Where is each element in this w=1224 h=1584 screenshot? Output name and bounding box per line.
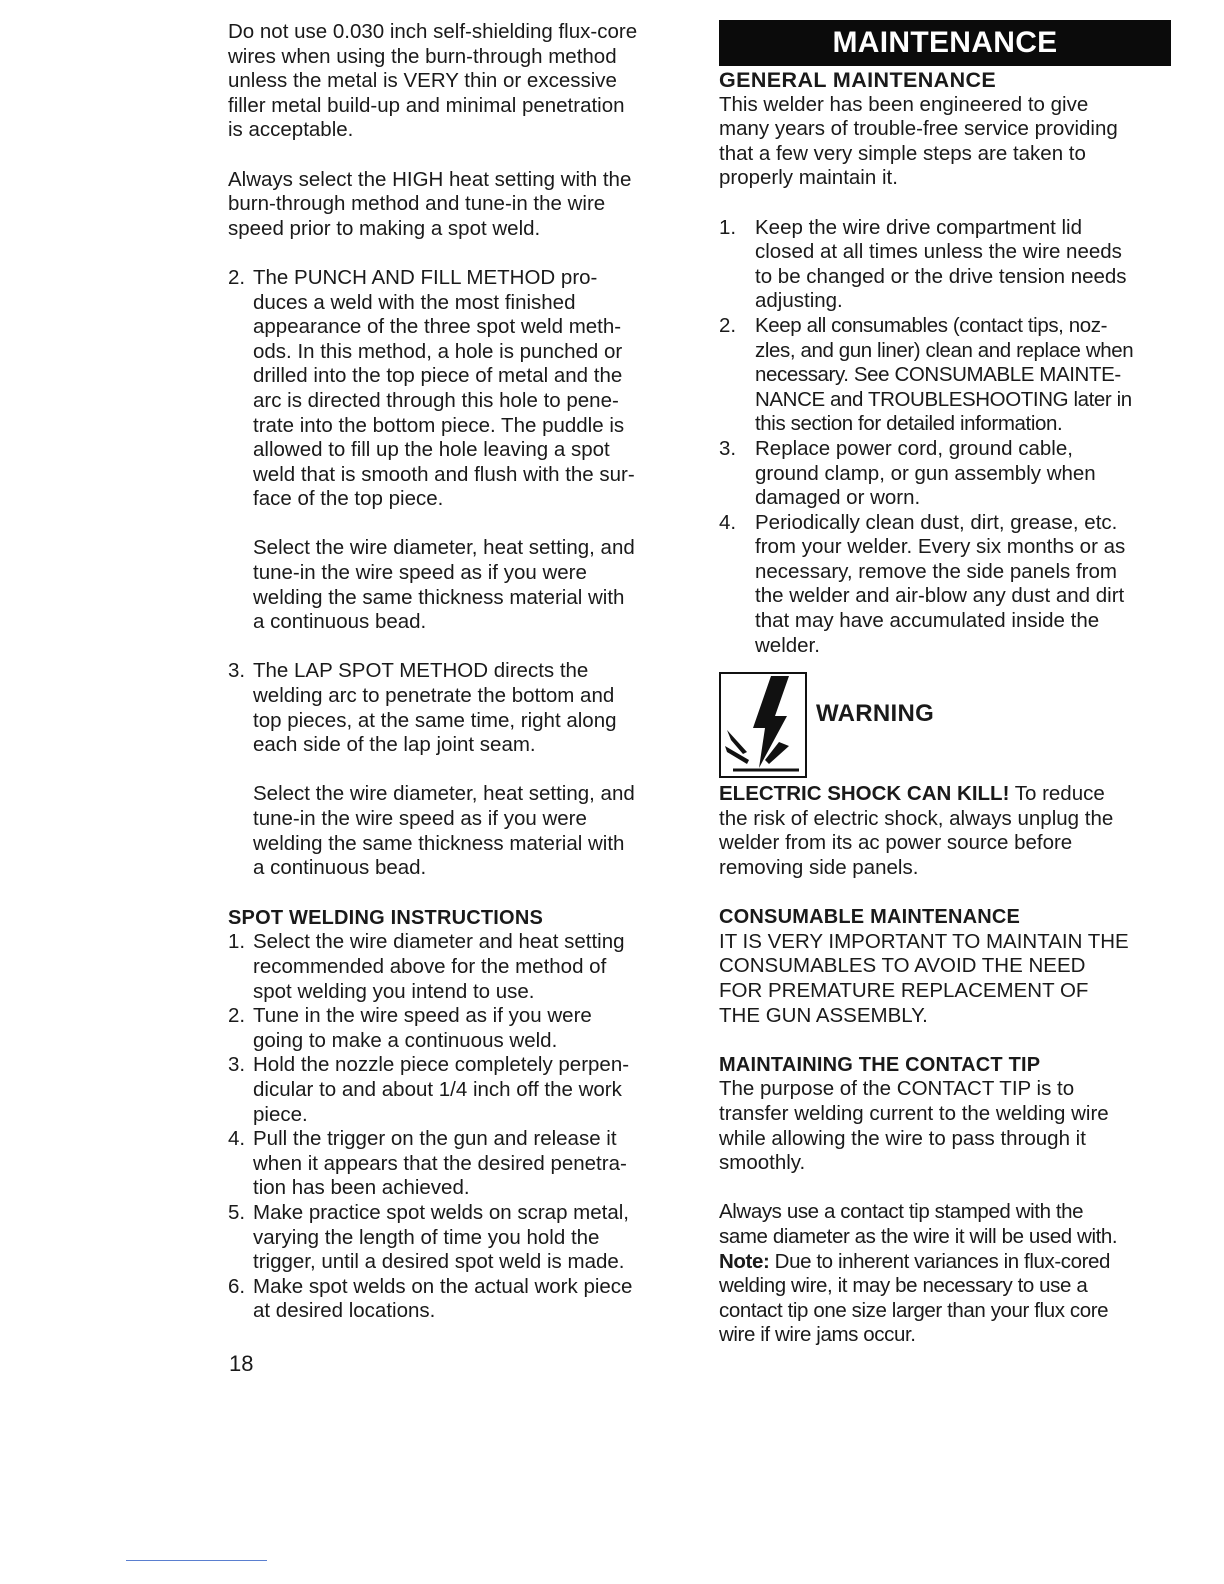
list-item: 5. Make practice spot welds on scrap metal, varying the length of time you hold the trigger, until a desired spot weld is made. <box>228 1200 629 1274</box>
list-number: 3. <box>228 659 246 683</box>
list-number: 2. <box>228 265 246 289</box>
method-2-settings-note: Select the wire diameter, heat setting, and tune-in the wire speed as if you were welding the same thickness material with a continuous bead. <box>253 536 635 634</box>
list-item: 4. Periodically clean dust, dirt, grease, etc. from your welder. Every six months or as necessary, remove the side panels from the welder and air-blow any dust and dirt that may have accumulated inside the welder. <box>719 510 1126 657</box>
list-item: 1. Keep the wire drive compartment lid closed at all times unless the wire needs to be changed or the drive tension needs adjusting. <box>719 215 1127 313</box>
electric-shock-warning-icon <box>719 672 807 778</box>
section-banner: MAINTENANCE <box>719 20 1171 66</box>
list-number: 2. <box>719 313 737 337</box>
list-item: 3. Replace power cord, ground cable, ground clamp, or gun assembly when damaged or worn. <box>719 436 1096 510</box>
list-item: 6. Make spot welds on the actual work piece at desired locations. <box>228 1274 633 1323</box>
general-maintenance-heading: GENERAL MAINTENANCE <box>719 68 997 92</box>
list-number: 2. <box>228 1004 246 1028</box>
method-item-3: 3. The LAP SPOT METHOD directs the welding arc to penetrate the bottom and top pieces, at the same time, right along each side of the lap joint seam. <box>228 659 617 757</box>
list-number: 4. <box>719 510 737 534</box>
list-number: 1. <box>228 930 246 954</box>
list-item: 4. Pull the trigger on the gun and release it when it appears that the desired penetra- tion has been achieved. <box>228 1127 627 1200</box>
spot-welding-steps <box>228 930 678 1324</box>
list-number: 1. <box>719 215 737 239</box>
general-maintenance-paragraph: This welder has been engineered to give many years of trouble-free service providing that a few very simple steps are taken to properly maintain it. <box>719 92 1118 190</box>
list-item: 2. Keep all consumables (contact tips, noz- zles, and gun liner) clean and replace when necessary. See CONSUMABLE MAINTE- NANCE and TROUBLESHOOTING later in this section for detailed information. <box>719 313 1134 436</box>
consumable-maintenance-heading: CONSUMABLE MAINTENANCE <box>719 906 1021 929</box>
electric-shock-paragraph: ELECTRIC SHOCK CAN KILL! To reduce the risk of electric shock, always unplug the welder from its ac power source before removing side panels. <box>719 782 1114 880</box>
warning-title: WARNING <box>816 700 935 728</box>
method-3-settings-note: Select the wire diameter, heat setting, and tune-in the wire speed as if you were welding the same thickness material with a continuous bead. <box>253 782 635 880</box>
warning-block <box>719 672 1169 782</box>
list-item: 3. Hold the nozzle piece completely perpen- dicular to and about 1/4 inch off the work piece. <box>228 1053 630 1126</box>
right-column <box>719 20 1169 1348</box>
intro-paragraph-2: Always select the HIGH heat setting with the burn-through method and tune-in the wire speed prior to making a spot weld. <box>228 167 632 240</box>
list-number: 6. <box>228 1274 246 1298</box>
contact-tip-heading: MAINTAINING THE CONTACT TIP <box>719 1053 1041 1076</box>
maintenance-steps <box>719 216 1169 659</box>
list-item: 1. Select the wire diameter and heat setting recommended above for the method of spot welding you intend to use. <box>228 930 625 1003</box>
consumable-maintenance-paragraph: IT IS VERY IMPORTANT TO MAINTAIN THE CONSUMABLES TO AVOID THE NEED FOR PREMATURE REPLACEMENT OF THE GUN ASSEMBLY. <box>719 929 1129 1027</box>
contact-tip-paragraph: The purpose of the CONTACT TIP is to transfer welding current to the welding wire while allowing the wire to pass through it smoothly. <box>719 1077 1109 1175</box>
list-number: 4. <box>228 1127 246 1151</box>
intro-paragraph-1: Do not use 0.030 inch self-shielding flux-core wires when using the burn-through method unless the metal is VERY thin or excessive filler metal build-up and minimal penetration is acceptable. <box>228 20 638 142</box>
spot-weld-methods-list-continued <box>228 659 678 757</box>
list-number: 3. <box>228 1053 246 1077</box>
spot-weld-methods-list <box>228 266 678 512</box>
left-column <box>228 20 678 1324</box>
note-label: Note: <box>719 1249 770 1273</box>
electric-shock-bold: ELECTRIC SHOCK CAN KILL! <box>719 782 1010 806</box>
page-number: 18 <box>229 1351 254 1376</box>
list-number: 5. <box>228 1200 246 1224</box>
list-item: 2. Tune in the wire speed as if you were going to make a continuous weld. <box>228 1004 592 1052</box>
list-number: 3. <box>719 436 737 460</box>
bottom-rule <box>126 1560 267 1561</box>
method-item-2: 2. The PUNCH AND FILL METHOD pro- duces a weld with the most finished appearance of the three spot weld meth- ods. In this method, a hole is punched or drilled into the top piece of metal and the arc is directed through this hole to pene- trate into the bottom piece. The puddle is allowed to fill up the hole leaving a spot weld that is smooth and flush with the sur- face of the top piece. <box>228 265 635 511</box>
contact-tip-note-paragraph: Always use a contact tip stamped with the same diameter as the wire it will be used with. Note: Due to inherent variances in flux-cored welding wire, it may be necessary to use a contact tip one size larger than your flux core wire if wire jams occur. <box>719 1200 1118 1347</box>
spot-welding-instructions-heading: SPOT WELDING INSTRUCTIONS <box>228 906 543 929</box>
